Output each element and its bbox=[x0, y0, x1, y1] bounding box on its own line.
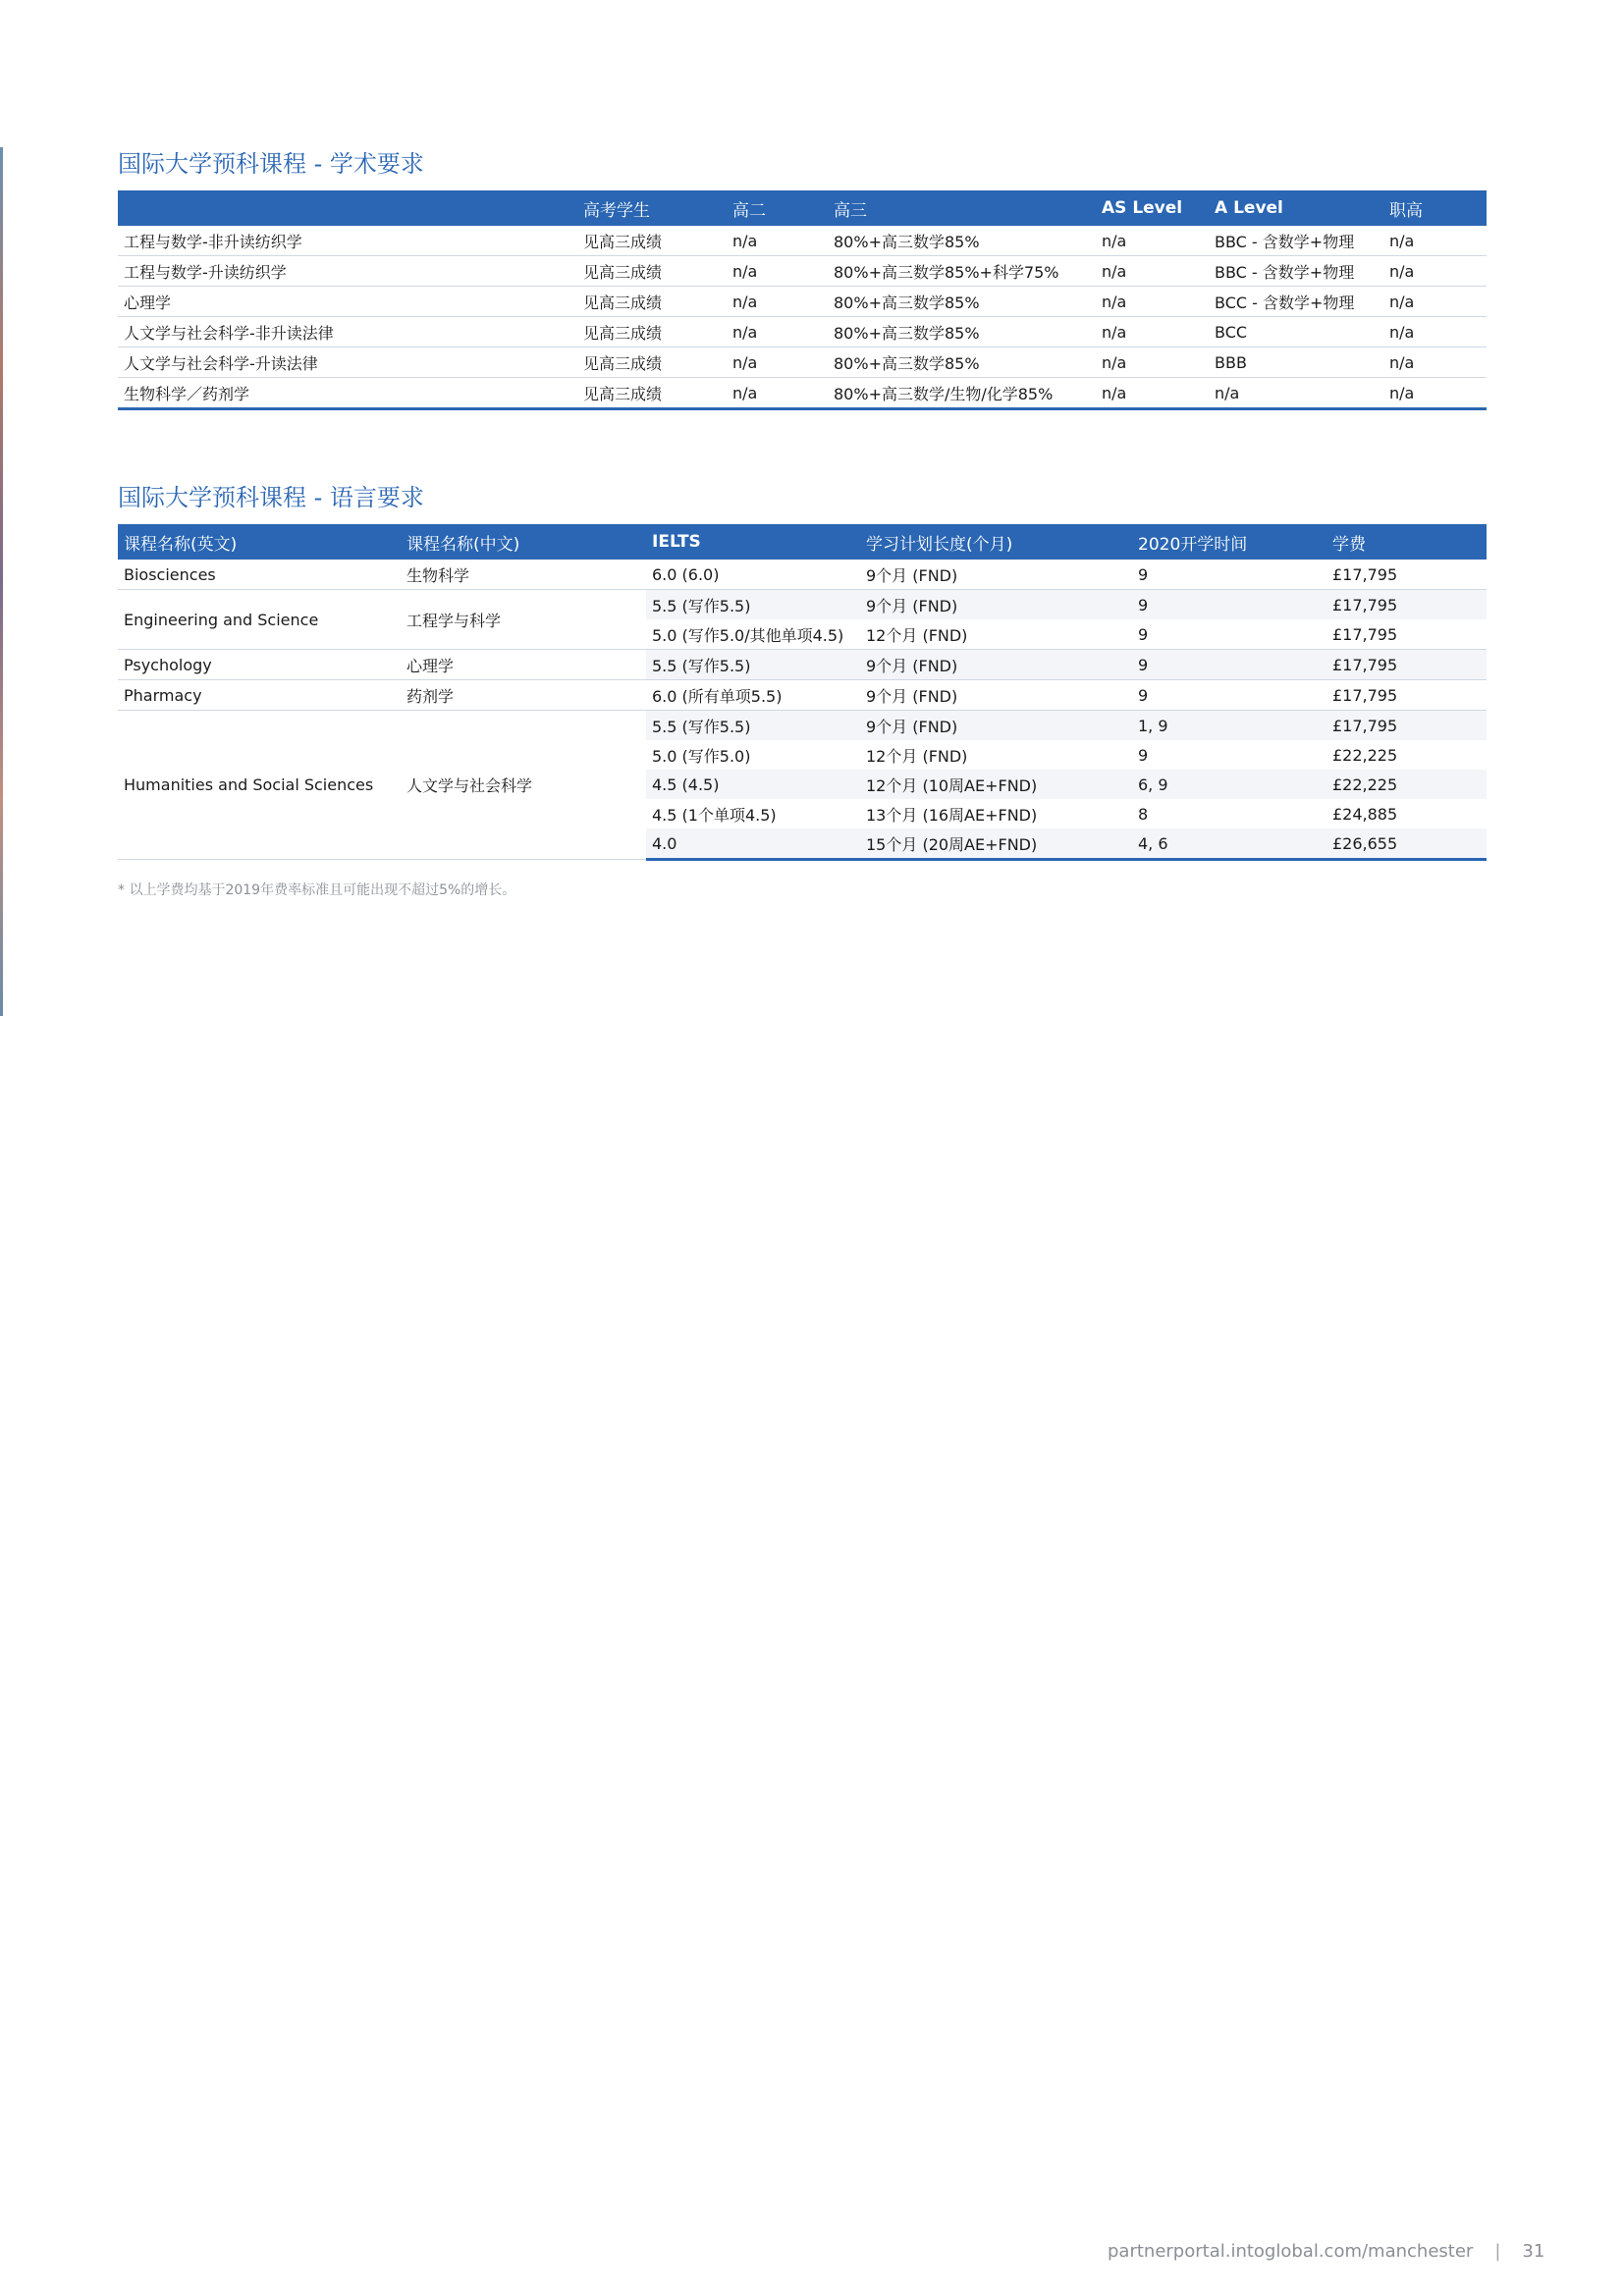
header-course bbox=[118, 190, 577, 226]
cell-ielts: 4.5 (1个单项4.5) bbox=[652, 805, 777, 825]
cell-ielts: 6.0 (6.0) bbox=[646, 560, 860, 590]
cell-a-level: BCC - 含数学+物理 bbox=[1209, 287, 1383, 317]
cell-as-level: n/a bbox=[1096, 287, 1209, 317]
cell-fee: £26,655 bbox=[1326, 828, 1487, 860]
cell-course: 心理学 bbox=[118, 287, 577, 317]
cell-course-zh: 药剂学 bbox=[401, 680, 646, 711]
table-row bbox=[118, 711, 1487, 741]
header-as-level: AS Level bbox=[1096, 190, 1209, 226]
cell-course: 工程与数学-非升读纺织学 bbox=[118, 226, 577, 256]
header-ielts: IELTS bbox=[646, 524, 860, 560]
cell-course: 人文学与社会科学-升读法律 bbox=[118, 347, 577, 378]
cell-course-zh: 生物科学 bbox=[401, 560, 646, 590]
footnote: * 以上学费均基于2019年费率标准且可能出现不超过5%的增长。 bbox=[118, 882, 516, 898]
cell-gaokao: 见高三成绩 bbox=[577, 287, 727, 317]
table-header-row bbox=[118, 524, 1487, 560]
cell-start-date: 9 bbox=[1138, 745, 1149, 765]
cell-ielts: 4.5 (4.5) bbox=[646, 770, 860, 799]
cell-ielts: 5.5 (写作5.5) bbox=[646, 590, 860, 620]
cell-course-en: Biosciences bbox=[118, 560, 401, 590]
header-fee: 学费 bbox=[1326, 524, 1487, 560]
cell-vocational: n/a bbox=[1383, 287, 1487, 317]
table-row bbox=[118, 560, 1487, 590]
cell-start-date: 9 bbox=[1132, 619, 1326, 650]
cell-a-level: BBC - 含数学+物理 bbox=[1209, 256, 1383, 287]
header-a-level: A Level bbox=[1209, 190, 1383, 226]
cell-senior3: 80%+高三数学85% bbox=[828, 317, 1096, 347]
cell-ielts: 5.5 (写作5.5) bbox=[646, 711, 860, 741]
cell-course-en: Pharmacy bbox=[118, 680, 401, 711]
cell-gaokao: 见高三成绩 bbox=[577, 317, 727, 347]
language-requirements-title: 国际大学预科课程 - 语言要求 bbox=[118, 484, 424, 511]
cell-vocational: n/a bbox=[1383, 378, 1487, 409]
cell-gaokao: 见高三成绩 bbox=[577, 347, 727, 378]
cell-duration: 9个月 (FND) bbox=[860, 711, 1132, 741]
cell-gaokao: 见高三成绩 bbox=[577, 226, 727, 256]
cell-senior2: n/a bbox=[727, 378, 828, 409]
cell-course-en: Humanities and Social Sciences bbox=[118, 711, 401, 860]
language-requirements-table bbox=[118, 524, 1487, 861]
cell-duration: 12个月 (10周AE+FND) bbox=[860, 770, 1132, 799]
cell-course-zh: 工程学与科学 bbox=[401, 590, 646, 650]
cell-fee: £22,225 bbox=[1332, 745, 1398, 765]
cell-senior2: n/a bbox=[727, 226, 828, 256]
cell-start-date: 6, 9 bbox=[1132, 770, 1326, 799]
header-senior2: 高二 bbox=[727, 190, 828, 226]
cell-senior3: 80%+高三数学85%+科学75% bbox=[828, 256, 1096, 287]
cell-vocational: n/a bbox=[1383, 347, 1487, 378]
cell-duration: 9个月 (FND) bbox=[860, 590, 1132, 620]
header-vocational: 职高 bbox=[1383, 190, 1487, 226]
cell-ielts: 6.0 (所有单项5.5) bbox=[646, 680, 860, 711]
cell-start-date: 8 bbox=[1138, 804, 1149, 824]
cell-vocational: n/a bbox=[1383, 226, 1487, 256]
cell-ielts: 4.0 bbox=[646, 828, 860, 860]
cell-as-level: n/a bbox=[1096, 347, 1209, 378]
table-row bbox=[118, 287, 1487, 317]
cell-fee: £17,795 bbox=[1326, 560, 1487, 590]
table-row bbox=[118, 680, 1487, 711]
cell-start-date: 9 bbox=[1132, 680, 1326, 711]
cell-course-en: Engineering and Science bbox=[118, 590, 401, 650]
cell-a-level: n/a bbox=[1209, 378, 1383, 409]
cell-course: 生物科学／药剂学 bbox=[118, 378, 577, 409]
cell-ielts: 5.5 (写作5.5) bbox=[646, 650, 860, 680]
footer-separator: | bbox=[1494, 2241, 1501, 2262]
header-start-date: 2020开学时间 bbox=[1132, 524, 1326, 560]
cell-as-level: n/a bbox=[1096, 256, 1209, 287]
table-row bbox=[118, 590, 1487, 620]
cell-duration: 9个月 (FND) bbox=[860, 680, 1132, 711]
cell-fee: £17,795 bbox=[1326, 619, 1487, 650]
table-header-row bbox=[118, 190, 1487, 226]
cell-duration: 12个月 (FND) bbox=[860, 619, 1132, 650]
cell-senior2: n/a bbox=[727, 287, 828, 317]
cell-duration: 12个月 (FND) bbox=[866, 746, 968, 766]
cell-start-date: 1, 9 bbox=[1132, 711, 1326, 741]
cell-gaokao: 见高三成绩 bbox=[577, 256, 727, 287]
cell-a-level: BBB bbox=[1209, 347, 1383, 378]
cell-course-zh: 心理学 bbox=[401, 650, 646, 680]
cell-start-date: 9 bbox=[1132, 560, 1326, 590]
cell-senior3: 80%+高三数学/生物/化学85% bbox=[828, 378, 1096, 409]
cell-fee: £17,795 bbox=[1326, 680, 1487, 711]
header-duration: 学习计划长度(个月) bbox=[860, 524, 1132, 560]
cell-fee: £22,225 bbox=[1326, 770, 1487, 799]
table-row bbox=[118, 347, 1487, 378]
cell-vocational: n/a bbox=[1383, 256, 1487, 287]
cell-course-en: Psychology bbox=[118, 650, 401, 680]
cell-senior2: n/a bbox=[727, 256, 828, 287]
table-row bbox=[118, 650, 1487, 680]
cell-senior3: 80%+高三数学85% bbox=[828, 347, 1096, 378]
cell-senior3: 80%+高三数学85% bbox=[828, 226, 1096, 256]
cell-duration: 15个月 (20周AE+FND) bbox=[860, 828, 1132, 860]
cell-vocational: n/a bbox=[1383, 317, 1487, 347]
cell-duration: 9个月 (FND) bbox=[860, 560, 1132, 590]
cell-senior2: n/a bbox=[727, 317, 828, 347]
cell-ielts: 5.0 (写作5.0/其他单项4.5) bbox=[646, 619, 860, 650]
academic-requirements-table bbox=[118, 190, 1487, 410]
cell-as-level: n/a bbox=[1096, 378, 1209, 409]
cell-fee: £17,795 bbox=[1326, 711, 1487, 741]
cell-ielts: 5.0 (写作5.0) bbox=[652, 746, 751, 766]
cell-course: 工程与数学-升读纺织学 bbox=[118, 256, 577, 287]
cell-start-date: 4, 6 bbox=[1132, 828, 1326, 860]
cell-course-zh: 人文学与社会科学 bbox=[401, 711, 646, 860]
cell-gaokao: 见高三成绩 bbox=[577, 378, 727, 409]
cell-duration: 9个月 (FND) bbox=[860, 650, 1132, 680]
cell-fee: £24,885 bbox=[1332, 804, 1398, 824]
header-gaokao: 高考学生 bbox=[577, 190, 727, 226]
cell-a-level: BBC - 含数学+物理 bbox=[1209, 226, 1383, 256]
table-row bbox=[118, 256, 1487, 287]
header-course-zh: 课程名称(中文) bbox=[401, 524, 646, 560]
table-row bbox=[118, 226, 1487, 256]
cell-as-level: n/a bbox=[1096, 317, 1209, 347]
academic-requirements-title: 国际大学预科课程 - 学术要求 bbox=[118, 150, 424, 178]
page-number: 31 bbox=[1522, 2241, 1545, 2262]
table-row bbox=[118, 378, 1487, 409]
left-edge-strip bbox=[0, 147, 3, 1016]
cell-fee: £17,795 bbox=[1326, 650, 1487, 680]
cell-fee: £17,795 bbox=[1326, 590, 1487, 620]
cell-as-level: n/a bbox=[1096, 226, 1209, 256]
page-footer bbox=[1108, 2241, 1544, 2262]
cell-start-date: 9 bbox=[1132, 590, 1326, 620]
header-course-en: 课程名称(英文) bbox=[118, 524, 401, 560]
cell-senior3: 80%+高三数学85% bbox=[828, 287, 1096, 317]
cell-a-level: BCC bbox=[1209, 317, 1383, 347]
header-senior3: 高三 bbox=[828, 190, 1096, 226]
cell-senior2: n/a bbox=[727, 347, 828, 378]
table-row bbox=[118, 317, 1487, 347]
cell-start-date: 9 bbox=[1132, 650, 1326, 680]
cell-duration: 13个月 (16周AE+FND) bbox=[866, 805, 1038, 825]
footer-url[interactable]: partnerportal.intoglobal.com/manchester bbox=[1108, 2241, 1474, 2262]
cell-course: 人文学与社会科学-非升读法律 bbox=[118, 317, 577, 347]
